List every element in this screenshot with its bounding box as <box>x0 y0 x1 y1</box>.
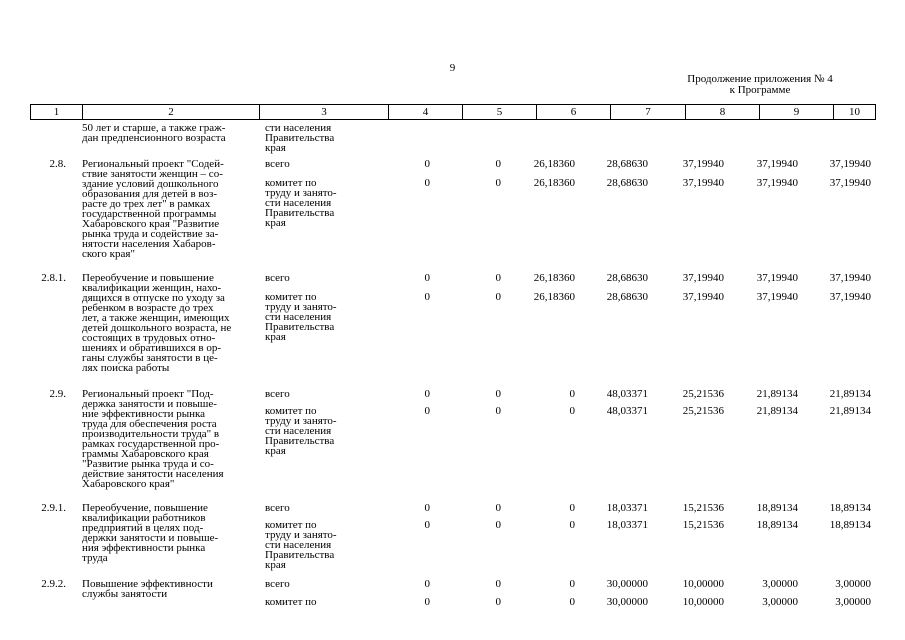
header-cell: 6 <box>537 105 611 119</box>
value-total: 0 <box>569 578 575 590</box>
value-total: 10,00000 <box>682 578 724 590</box>
header-cell: 4 <box>389 105 463 119</box>
value-total: 37,19940 <box>829 272 871 284</box>
header-cell: 9 <box>760 105 834 119</box>
value-agency: 26,18360 <box>533 291 575 303</box>
value-total: 21,89134 <box>756 388 798 400</box>
value-total: 18,03371 <box>606 502 648 514</box>
header-cell: 5 <box>463 105 537 119</box>
value-total: 15,21536 <box>682 502 724 514</box>
value-total: 0 <box>424 158 430 170</box>
value-agency: 18,89134 <box>829 519 871 531</box>
value-total: 18,89134 <box>829 502 871 514</box>
value-agency: 0 <box>495 596 501 608</box>
value-agency: 0 <box>495 291 501 303</box>
value-total: 30,00000 <box>606 578 648 590</box>
source-agency: комитет по труду и занято- сти населения Правительства края <box>265 519 337 571</box>
source-agency: комитет по труду и занято- сти населения Правительства края <box>265 177 337 229</box>
value-agency: 10,00000 <box>682 596 724 608</box>
value-agency: 0 <box>495 405 501 417</box>
value-total: 37,19940 <box>682 158 724 170</box>
value-agency: 0 <box>424 291 430 303</box>
value-agency: 28,68630 <box>606 177 648 189</box>
source-total: всего <box>265 502 290 514</box>
value-total: 0 <box>569 502 575 514</box>
value-total: 26,18360 <box>533 272 575 284</box>
value-total: 0 <box>424 578 430 590</box>
row-title: Повышение эффективности службы занятости <box>82 578 213 600</box>
value-agency: 0 <box>569 596 575 608</box>
continuation-line: Продолжение приложения № 4 <box>687 73 833 85</box>
value-total: 0 <box>424 502 430 514</box>
value-total: 48,03371 <box>606 388 648 400</box>
value-total: 0 <box>495 158 501 170</box>
row-number: 2.9.1. <box>41 502 66 514</box>
value-agency: 37,19940 <box>829 177 871 189</box>
value-agency: 25,21536 <box>682 405 724 417</box>
value-total: 3,00000 <box>762 578 798 590</box>
source-agency: комитет по труду и занято- сти населения Правительства края <box>265 291 337 343</box>
value-agency: 37,19940 <box>756 177 798 189</box>
value-total: 37,19940 <box>682 272 724 284</box>
value-total: 37,19940 <box>829 158 871 170</box>
value-agency: 18,03371 <box>606 519 648 531</box>
source-total: всего <box>265 388 290 400</box>
source-total: всего <box>265 272 290 284</box>
value-total: 28,68630 <box>606 158 648 170</box>
value-agency: 30,00000 <box>606 596 648 608</box>
row-number: 2.8.1. <box>41 272 66 284</box>
header-cell: 1 <box>31 105 83 119</box>
value-agency: 0 <box>569 519 575 531</box>
value-agency: 28,68630 <box>606 291 648 303</box>
continuation-note <box>680 74 840 96</box>
source-agency: комитет по <box>265 596 317 608</box>
value-agency: 37,19940 <box>829 291 871 303</box>
value-agency: 21,89134 <box>829 405 871 417</box>
row-number: 2.8. <box>49 158 66 170</box>
header-cell: 3 <box>260 105 389 119</box>
header-cell: 2 <box>83 105 260 119</box>
page-number: 9 <box>449 62 456 74</box>
value-total: 0 <box>495 388 501 400</box>
value-total: 3,00000 <box>835 578 871 590</box>
header-cell: 10 <box>849 106 860 118</box>
value-total: 37,19940 <box>756 158 798 170</box>
value-agency: 3,00000 <box>835 596 871 608</box>
value-total: 25,21536 <box>682 388 724 400</box>
value-agency: 26,18360 <box>533 177 575 189</box>
value-agency: 37,19940 <box>756 291 798 303</box>
value-agency: 37,19940 <box>682 177 724 189</box>
value-total: 0 <box>495 272 501 284</box>
value-total: 37,19940 <box>756 272 798 284</box>
value-total: 0 <box>495 578 501 590</box>
value-total: 18,89134 <box>756 502 798 514</box>
row-number: 2.9.2. <box>41 578 66 590</box>
cell-source: сти населения Правительства края <box>265 122 335 154</box>
value-agency: 0 <box>424 596 430 608</box>
value-agency: 15,21536 <box>682 519 724 531</box>
row-title: Переобучение, повышение квалификации работников предприятий в целях под- держки занятости и повыше- ния эффективности рынка труда <box>82 502 219 564</box>
row-title: Региональный проект "Содей- ствие занятости женщин – со- здание условий дошкольного образования для детей в воз- расте до трех лет" в рамках государственной программы Хабаровского края "Развитие рынка труда и содействие за- нятости населения Хабаров- ского края" <box>82 158 224 260</box>
row-number: 2.9. <box>49 388 66 400</box>
value-agency: 0 <box>495 519 501 531</box>
value-agency: 18,89134 <box>756 519 798 531</box>
value-total: 0 <box>424 272 430 284</box>
value-agency: 0 <box>495 177 501 189</box>
value-agency: 37,19940 <box>682 291 724 303</box>
value-agency: 0 <box>424 405 430 417</box>
table-header <box>30 104 876 120</box>
continuation-line: к Программе <box>729 84 791 96</box>
cell-description: 50 лет и старше, а также граж- дан предпенсионного возраста <box>82 122 226 144</box>
value-agency: 0 <box>569 405 575 417</box>
value-agency: 0 <box>424 177 430 189</box>
row-title: Переобучение и повышение квалификации женщин, нахо- дящихся в отпуске по уходу за ребенком в возрасте до трех лет, а также женщин, имеющих детей дошкольного возраста, не состоящих в трудовых отно- шениях и обратившихся в ор- ганы службы занятости в це- лях поиска работы <box>82 272 232 374</box>
value-agency: 48,03371 <box>606 405 648 417</box>
value-total: 0 <box>569 388 575 400</box>
header-cell: 8 <box>686 105 760 119</box>
value-agency: 21,89134 <box>756 405 798 417</box>
value-agency: 3,00000 <box>762 596 798 608</box>
value-total: 0 <box>424 388 430 400</box>
value-total: 28,68630 <box>606 272 648 284</box>
value-total: 0 <box>495 502 501 514</box>
value-total: 21,89134 <box>829 388 871 400</box>
source-total: всего <box>265 578 290 590</box>
header-cell: 7 <box>611 105 686 119</box>
row-title: Региональный проект "Под- держка занятости и повыше- ние эффективности рынка труда для обеспечения роста производительности труда" в рамках государственной про- граммы Хабаровского края "Развитие рынка труда и со- действие занятости населения Хабаровского края" <box>82 388 224 490</box>
value-total: 26,18360 <box>533 158 575 170</box>
source-total: всего <box>265 158 290 170</box>
value-agency: 0 <box>424 519 430 531</box>
source-agency: комитет по труду и занято- сти населения Правительства края <box>265 405 337 457</box>
